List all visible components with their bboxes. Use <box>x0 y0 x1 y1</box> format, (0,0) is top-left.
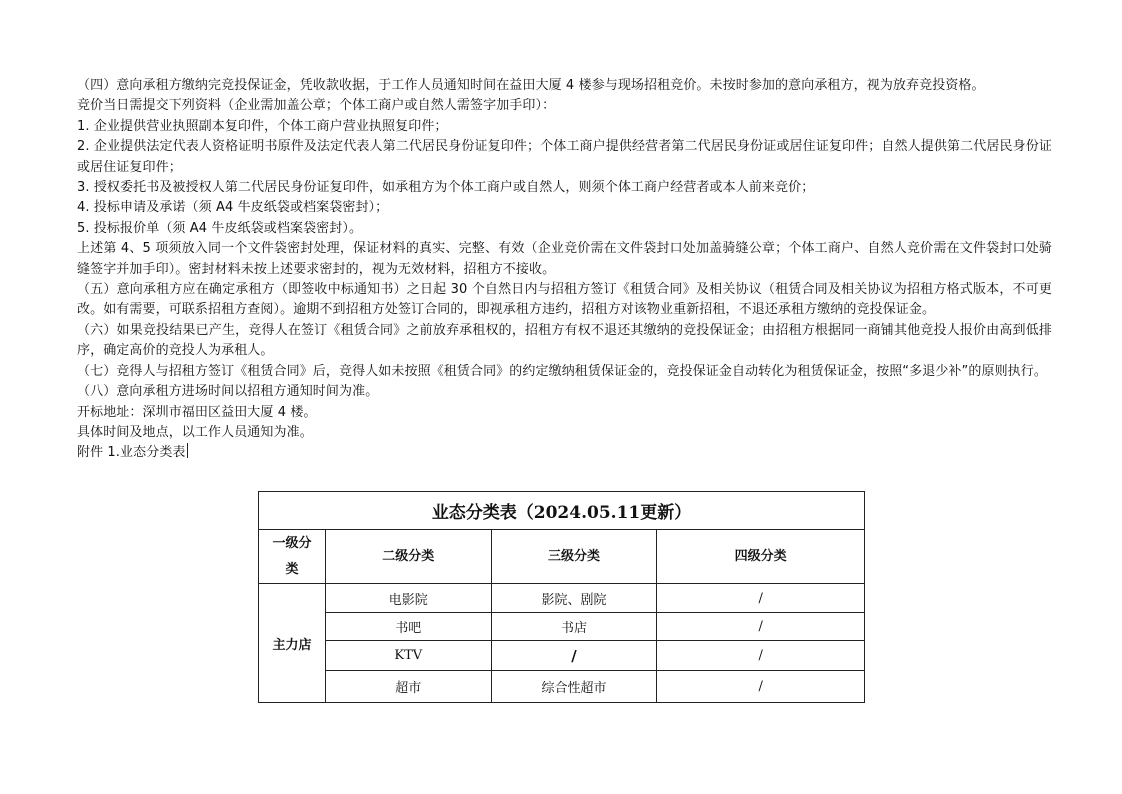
cell-level4: / <box>657 671 865 703</box>
paragraph-time: 具体时间及地点，以工作人员通知为准。 <box>77 424 313 440</box>
table-row <box>259 671 865 703</box>
paragraph-4: （四）意向承租方缴纳完竞投保证金，凭收款收据，于工作人员通知时间在益田大厦 4 楼参与现场招租竞价。未按时参加的意向承租方，视为放弃竞投资格。 <box>77 78 985 93</box>
cell-level2: 超市 <box>325 671 491 703</box>
document-body <box>77 76 1052 464</box>
table-row <box>259 641 865 671</box>
paragraph-materials-intro: 竞价当日需提交下列资料（企业需加盖公章；个体工商户或自然人需签字加手印）： <box>77 98 556 114</box>
paragraph-7: （七）竞得人与招租方签订《租赁合同》后，竞得人如未按照《租赁合同》的约定缴纳租赁保证金的，竞投保证金自动转化为租赁保证金，按照“多退少补”的原则执行。 <box>77 363 1047 379</box>
cell-level3: / <box>491 641 657 671</box>
cell-level3: 影院、剧院 <box>491 584 657 613</box>
table-row <box>259 613 865 641</box>
list-item-4: 4. 投标申请及承诺（须 A4 牛皮纸袋或档案袋密封）； <box>77 200 389 216</box>
list-item-2: 2. 企业提供法定代表人资格证明书原件及法定代表人第二代居民身份证复印件；个体工商户提供经营者第二代居民身份证或居住证复印件；自然人提供第二代居民身份证或居住证复印件； <box>77 139 1052 175</box>
list-item-3: 3. 授权委托书及被授权人第二代居民身份证复印件，如承租方为个体工商户或自然人，则须个体工商户经营者或本人前来竞价； <box>77 180 815 196</box>
attachment-label-line <box>77 443 1052 463</box>
header-level3: 三级分类 <box>491 530 657 584</box>
paragraph-8: （八）意向承租方进场时间以招租方通知时间为准。 <box>77 384 379 400</box>
paragraph-address: 开标地址：深圳市福田区益田大厦 4 楼。 <box>77 404 317 420</box>
header-level1 <box>259 530 326 584</box>
cell-level2: KTV <box>325 641 491 671</box>
group-cell: 主力店 <box>259 584 326 703</box>
table-title: 业态分类表（2024.05.11更新） <box>259 492 865 530</box>
text-cursor <box>187 443 188 458</box>
list-item-1: 1. 企业提供营业执照副本复印件，个体工商户营业执照复印件； <box>77 118 448 134</box>
header-level1-text: 一级分类 <box>272 535 312 577</box>
table-row <box>259 584 865 613</box>
cell-level3: 综合性超市 <box>491 671 657 703</box>
header-level2: 二级分类 <box>325 530 491 584</box>
cell-level4: / <box>657 584 865 613</box>
cell-level4: / <box>657 641 865 671</box>
cell-level2: 电影院 <box>325 584 491 613</box>
category-table <box>258 491 865 703</box>
cell-level4: / <box>657 613 865 641</box>
attachment-label: 附件 1.业态分类表 <box>77 445 186 461</box>
paragraph-5: （五）意向承租方应在确定承租方（即签收中标通知书）之日起 30 个自然日内与招租方签订《租赁合同》及相关协议（租赁合同及相关协议为招租方格式版本，不可更改。如有需要，可联系招租方查阅）。逾期不到招租方处签订合同的，即视承租方违约，招租方对该物业重新招租，不退还承租方缴纳的竞投保证金。 <box>77 282 1052 318</box>
list-item-5: 5. 投标报价单（须 A4 牛皮纸袋或档案袋密封）。 <box>77 220 363 236</box>
paragraph-sealing: 上述第 4、5 项须放入同一个文件袋密封处理，保证材料的真实、完整、有效（企业竞价需在文件袋封口处加盖骑缝公章；个体工商户、自然人竞价需在文件袋封口处骑缝签字并加手印）。密封材料未按上述要求密封的，视为无效材料，招租方不接收。 <box>77 241 1052 277</box>
header-level4: 四级分类 <box>657 530 865 584</box>
cell-level2: 书吧 <box>325 613 491 641</box>
paragraph-6: （六）如果竞投结果已产生，竞得人在签订《租赁合同》之前放弃承租权的，招租方有权不退还其缴纳的竞投保证金；由招租方根据同一商铺其他竞投人报价由高到低排序，确定高价的竞投人为承租人。 <box>77 322 1052 359</box>
cell-level3: 书店 <box>491 613 657 641</box>
